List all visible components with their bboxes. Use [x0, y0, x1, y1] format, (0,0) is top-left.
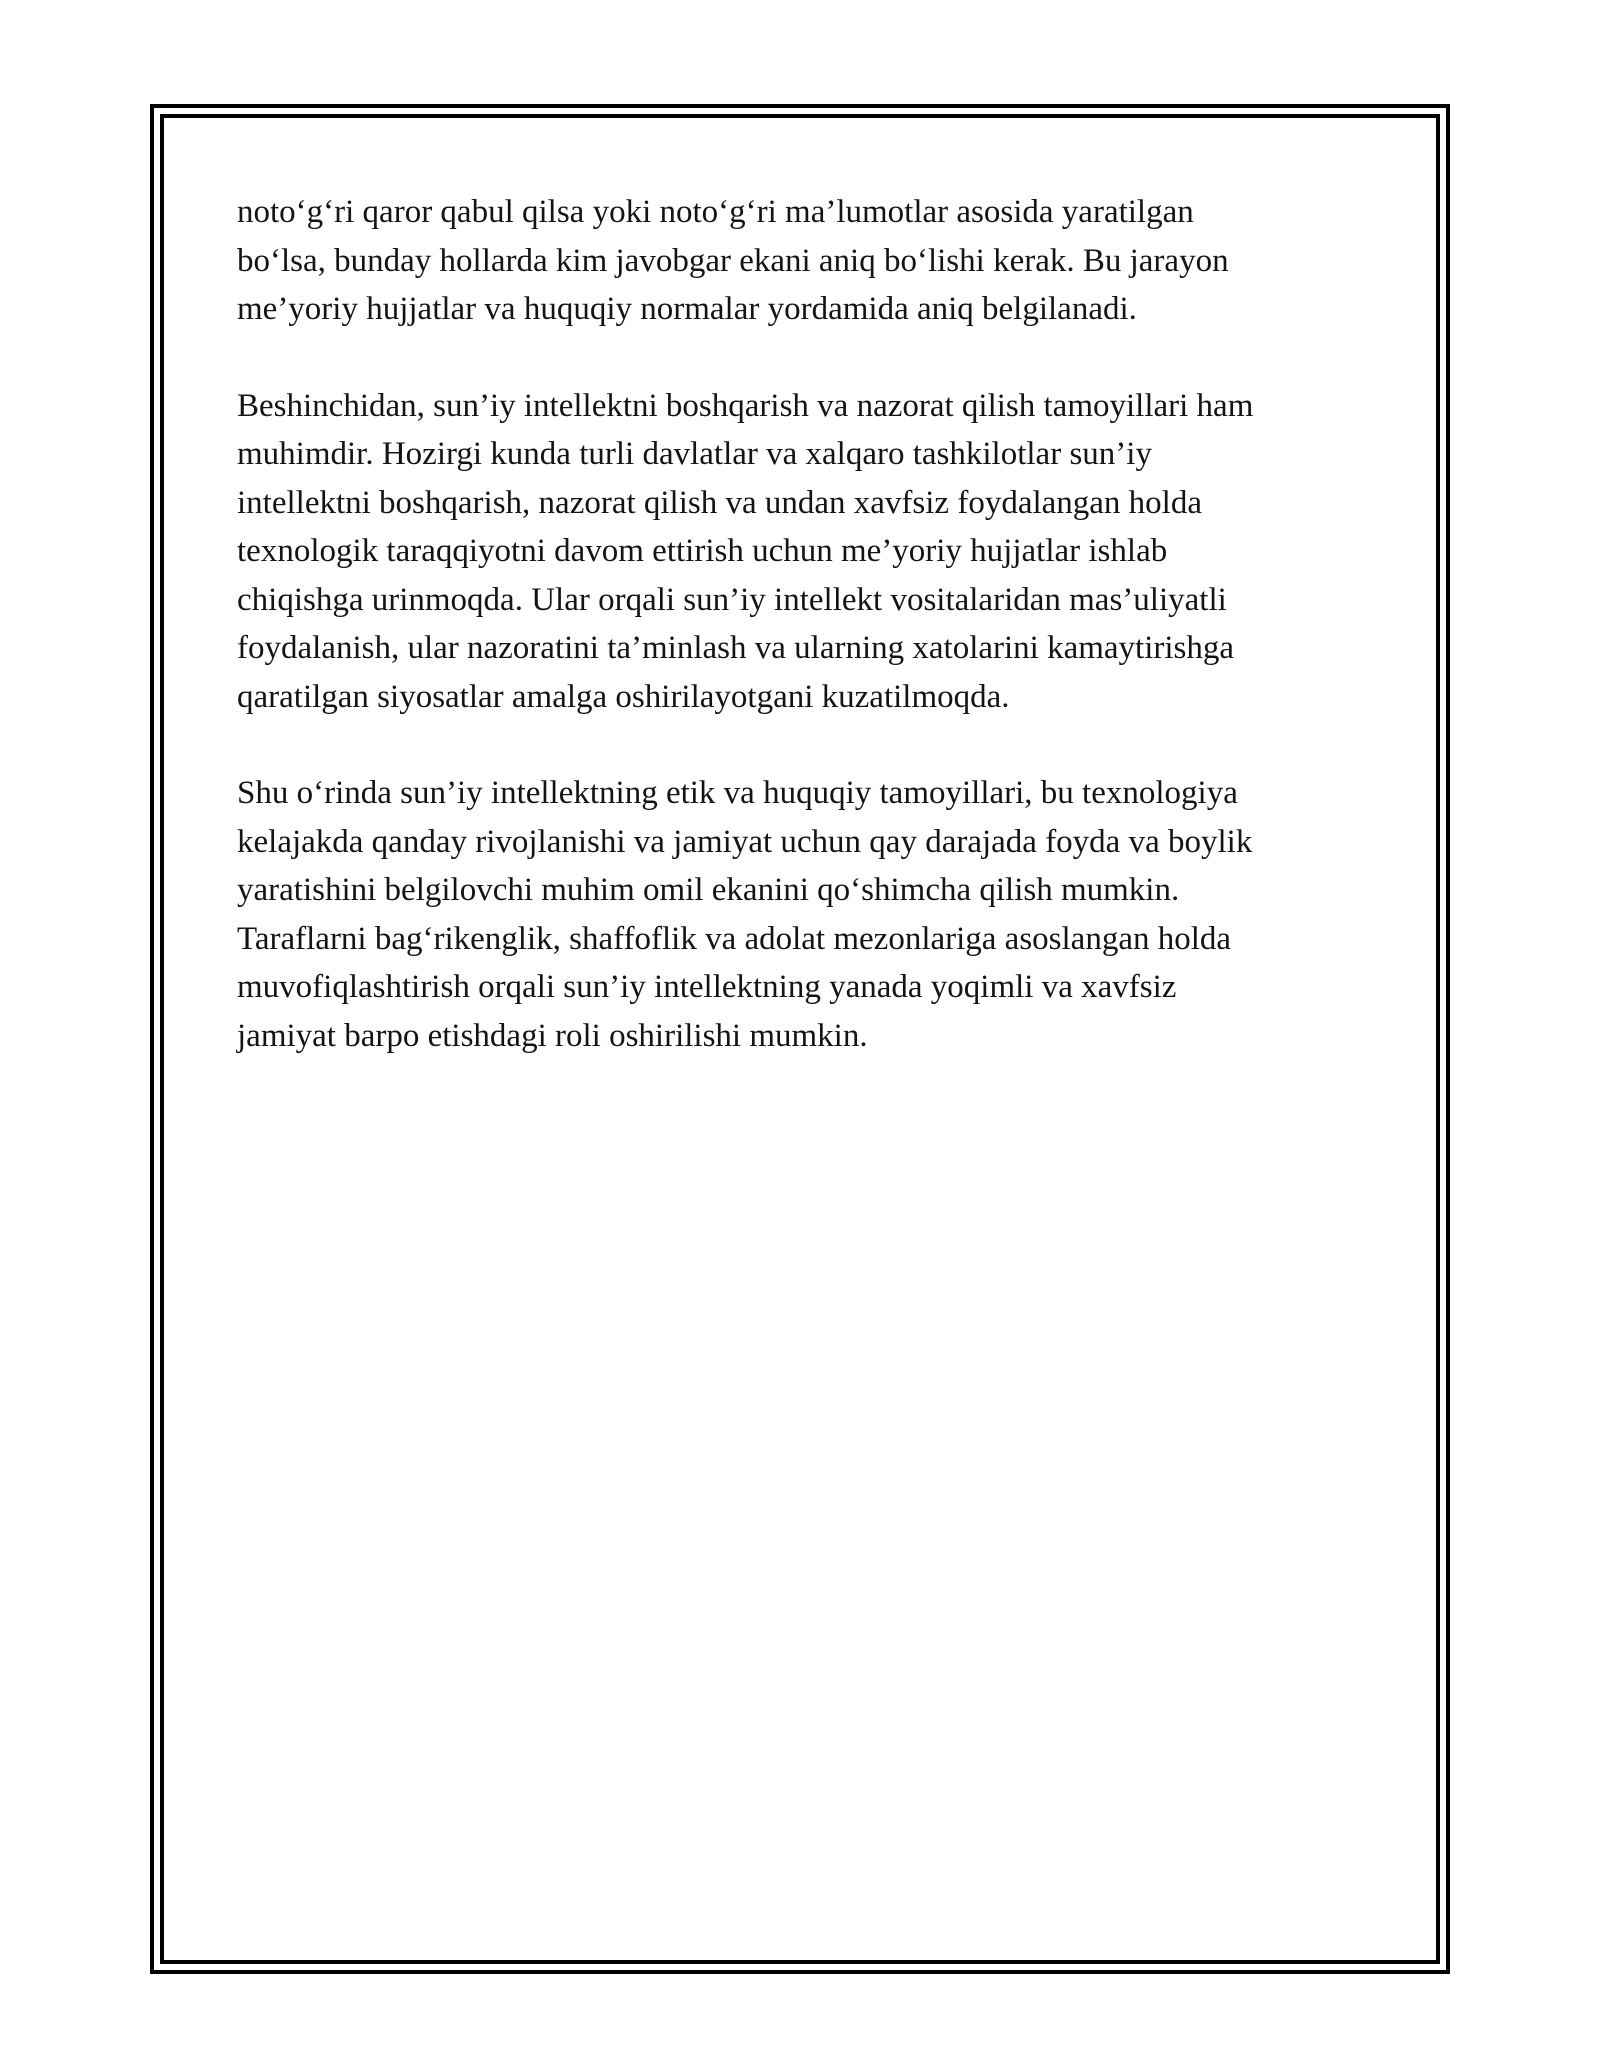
text-line: me’yoriy hujjatlar va huquqiy normalar yordamida aniq belgilanadi. — [237, 291, 1137, 327]
text-line: foydalanish, ular nazoratini ta’minlash va ularning xatolarini kamaytirishga — [237, 630, 1235, 666]
text-line: Taraflarni bag‘rikenglik, shaffoflik va adolat mezonlariga asoslangan holda — [237, 920, 1232, 957]
paragraph-2 — [237, 382, 1397, 722]
text-line: muvofiqlashtirish orqali sun’iy intellektning yanada yoqimli va xavfsiz — [237, 969, 1177, 1005]
text-line: qaratilgan siyosatlar amalga oshirilayotgani kuzatilmoqda. — [237, 678, 1010, 715]
text-line: yaratishini belgilovchi muhim omil ekanini qo‘shimcha qilish mumkin. — [237, 872, 1180, 908]
text-line: chiqishga urinmoqda. Ular orqali sun’iy intellekt vositalaridan mas’uliyatli — [237, 581, 1227, 618]
text-line: muhimdir. Hozirgi kunda turli davlatlar va xalqaro tashkilotlar sun’iy — [237, 436, 1152, 472]
text-line: noto‘g‘ri qaror qabul qilsa yoki noto‘g‘ri ma’lumotlar asosida yaratilgan — [237, 194, 1194, 230]
text-line: texnologik taraqqiyotni davom ettirish uchun me’yoriy hujjatlar ishlab — [237, 533, 1168, 569]
text-line: Beshinchidan, sun’iy intellektni boshqarish va nazorat qilish tamoyillari ham — [237, 387, 1254, 424]
text-line: Shu o‘rinda sun’iy intellektning etik va huquqiy tamoyillari, bu texnologiya — [237, 775, 1238, 811]
paragraph-3 — [237, 769, 1397, 1060]
paragraph-1 — [237, 188, 1397, 334]
text-line: jamiyat barpo etishdagi roli oshirilishi mumkin. — [237, 1017, 868, 1054]
text-line: kelajakda qanday rivojlanishi va jamiyat uchun qay darajada foyda va boylik — [237, 823, 1253, 860]
text-line: bo‘lsa, bunday hollarda kim javobgar ekani aniq bo‘lishi kerak. Bu jarayon — [237, 242, 1229, 279]
text-line: intellektni boshqarish, nazorat qilish va undan xavfsiz foydalangan holda — [237, 484, 1202, 521]
document-body — [237, 188, 1397, 1108]
